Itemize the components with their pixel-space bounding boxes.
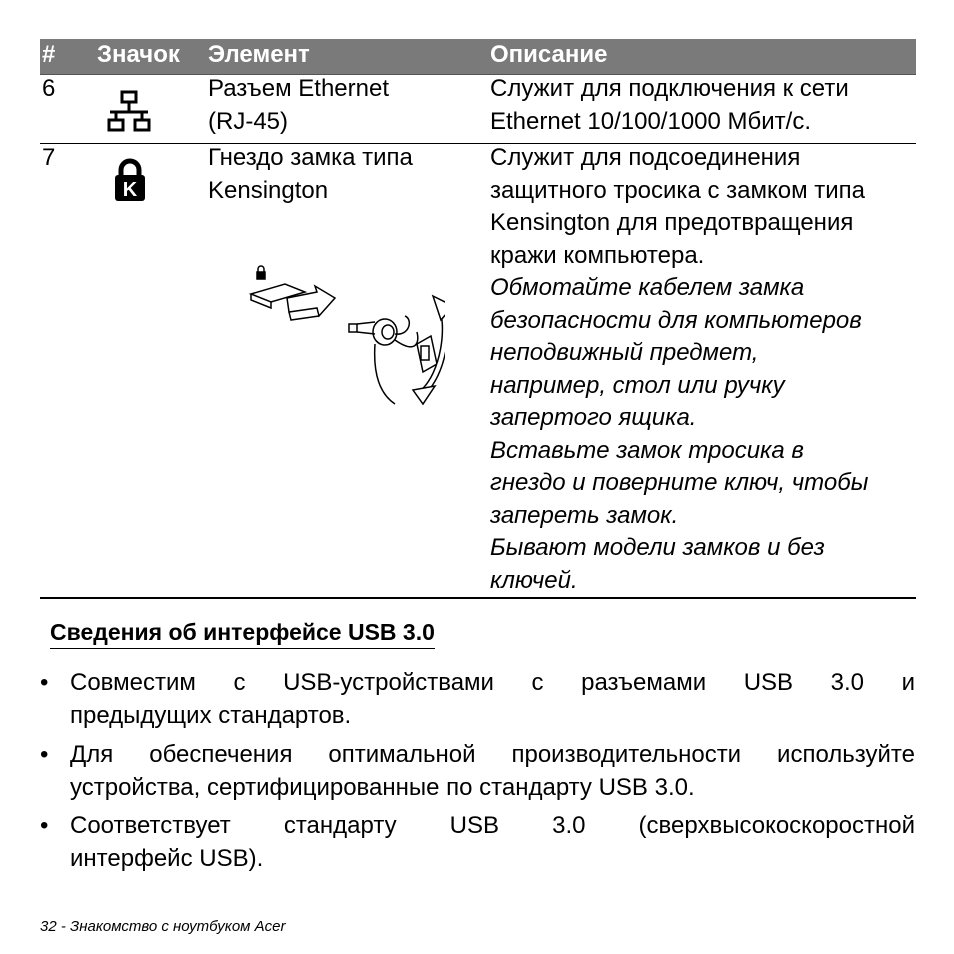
header-description: Описание (490, 41, 608, 68)
note-line: запереть замок. (490, 501, 679, 529)
note-line: Бывают модели замков и без (490, 534, 825, 561)
note-line: ключей. (490, 566, 578, 594)
row-description: Служит для подключения к сети Ethernet 10/100/1000 Мбит/с. (490, 75, 849, 135)
note-line: неподвижный предмет, (490, 339, 759, 366)
note-line: запертого ящика. (490, 404, 697, 431)
page-footer: 32 - Знакомство с ноутбуком Acer (40, 918, 286, 935)
table-bottom-rule (40, 597, 916, 599)
row-element: Разъем Ethernet (RJ-45) (208, 75, 390, 135)
kensington-lock-icon (113, 158, 147, 202)
note-line: например, стол или ручку (490, 371, 785, 399)
header-num: # (42, 41, 56, 68)
bullet-marker: • (40, 812, 49, 839)
header-icon: Значок (97, 41, 180, 68)
svg-text:K: K (122, 179, 138, 201)
note-line: Вставьте замок тросика в (490, 436, 804, 464)
kensington-lock-illustration (245, 224, 445, 409)
section-title: Сведения об интерфейсе USB 3.0 (50, 618, 435, 649)
note-line: Обмотайте кабелем замка (490, 274, 805, 301)
bullet-marker: • (40, 669, 49, 696)
note-line: безопасности для компьютеров (490, 306, 862, 334)
row-description: Служит для подсоединения защитного тросика с замком типа Kensington для предотвращения кражи компьютера. Обмотайте кабелем замка безопасности для компьютеров неподвижный предмет, например, стол или ручку запертого ящика. Вставьте замок тросика в гнездо и поверните ключ, чтобы запереть замок. Бывают модели замков и без ключей. (490, 142, 868, 597)
table-header (40, 39, 916, 75)
bullet-marker: • (40, 741, 49, 768)
note-line: гнездо и поверните ключ, чтобы (490, 469, 869, 496)
ethernet-icon (102, 90, 158, 134)
row-num: 6 (42, 75, 56, 102)
header-element: Элемент (208, 41, 310, 68)
row-element: Гнездо замка типа Kensington (208, 144, 413, 204)
row-num: 7 (42, 144, 56, 171)
